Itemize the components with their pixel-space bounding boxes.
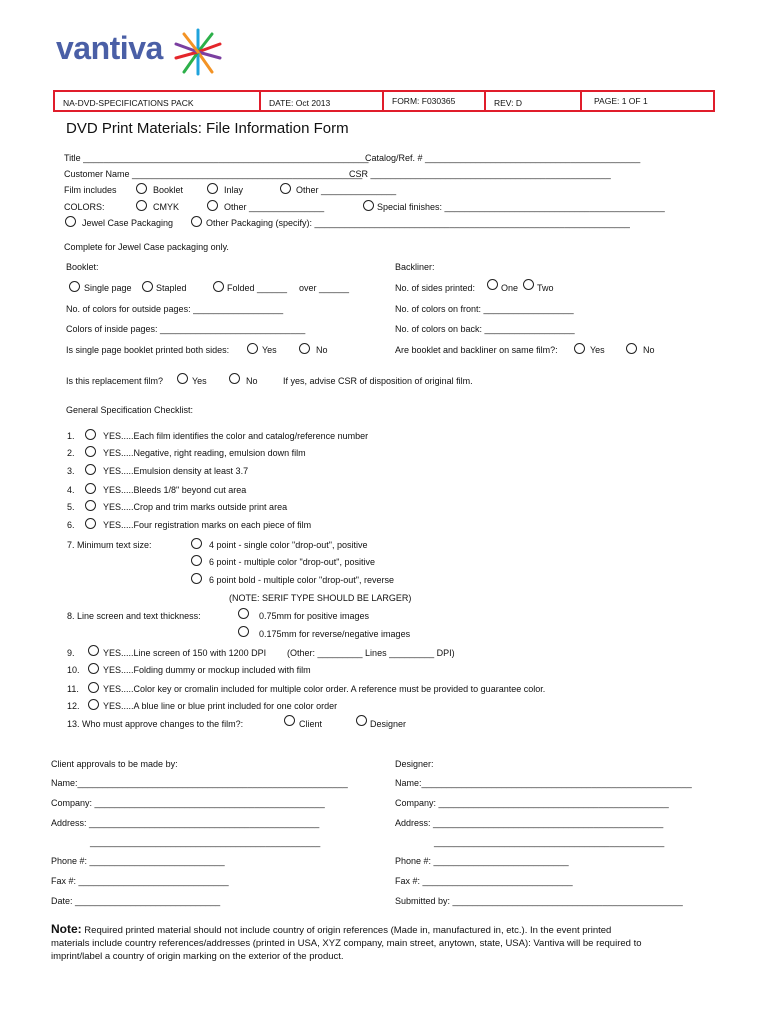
checklist-num: 4. xyxy=(67,485,75,495)
colors-back-field[interactable]: No. of colors on back: __________________ xyxy=(395,324,575,334)
other-packaging-radio[interactable] xyxy=(191,216,202,227)
footer-note xyxy=(51,923,651,963)
logo-burst-icon xyxy=(172,26,224,78)
both-sides-no-label: No xyxy=(316,345,328,355)
page-title: DVD Print Materials: File Information Form xyxy=(66,120,349,137)
both-sides-no-radio[interactable] xyxy=(299,343,310,354)
text-size-radio[interactable] xyxy=(191,573,202,584)
colors-label: COLORS: xyxy=(64,202,105,212)
same-film-yes-label: Yes xyxy=(590,345,605,355)
customer-name-field[interactable]: Customer Name ______________________________________________ xyxy=(64,169,363,179)
checklist-radio[interactable] xyxy=(85,500,96,511)
designer-radio[interactable] xyxy=(356,715,367,726)
catalog-field[interactable]: Catalog/Ref. # ___________________________________________ xyxy=(365,153,641,163)
company-logo: vantiva xyxy=(56,30,163,66)
same-film-no-label: No xyxy=(643,345,655,355)
designer-heading: Designer: xyxy=(395,759,434,769)
note-label: Note: xyxy=(51,922,82,936)
two-sides-radio[interactable] xyxy=(523,279,534,290)
single-page-label: Single page xyxy=(84,283,132,293)
one-side-radio[interactable] xyxy=(487,279,498,290)
stapled-radio[interactable] xyxy=(142,281,153,292)
checklist-text: YES.....Bleeds 1/8" beyond cut area xyxy=(103,485,247,495)
text-size-option: 6 point - multiple color "drop-out", positive xyxy=(209,557,375,567)
same-film-no-radio[interactable] xyxy=(626,343,637,354)
client-approvals-heading: Client approvals to be made by: xyxy=(51,759,178,769)
line-screen-radio[interactable] xyxy=(238,626,249,637)
jewel-case-radio[interactable] xyxy=(65,216,76,227)
checklist-text: YES.....A blue line or blue print included for one color order xyxy=(103,701,338,711)
other-colors-field[interactable]: Other _______________ xyxy=(224,202,325,212)
checklist-radio[interactable] xyxy=(88,645,99,656)
inlay-label: Inlay xyxy=(224,185,244,195)
checklist-num: 3. xyxy=(67,466,75,476)
checklist-text: YES.....Each film identifies the color and catalog/reference number xyxy=(103,431,369,441)
line-screen-option: 0.75mm for positive images xyxy=(259,611,370,621)
client-address2-field[interactable]: ______________________________________________ xyxy=(90,837,321,847)
text-size-option: 4 point - single color "drop-out", positive xyxy=(209,540,368,550)
one-side-label: One xyxy=(501,283,519,293)
min-text-size-label: 7. Minimum text size: xyxy=(67,540,152,550)
other-film-radio[interactable] xyxy=(280,183,291,194)
jewel-intro: Complete for Jewel Case packaging only. xyxy=(64,242,229,252)
header-pack: NA-DVD-SPECIFICATIONS PACK xyxy=(55,92,261,110)
replacement-film-label: Is this replacement film? xyxy=(66,376,164,386)
film-includes-label: Film includes xyxy=(64,185,117,195)
document-header-box xyxy=(53,90,715,112)
other-packaging-field[interactable]: Other Packaging (specify): _______________________________________________________________ xyxy=(206,218,630,228)
checklist-radio[interactable] xyxy=(88,663,99,674)
checklist-radio[interactable] xyxy=(88,699,99,710)
single-page-radio[interactable] xyxy=(69,281,80,292)
checklist-num: 5. xyxy=(67,502,75,512)
note-text: Required printed material should not include country of origin references (Made in, manufactured in, etc.). In the event printed materials include country references/addresses (printed in USA, XYZ company, main street, anytown, state, USA): Vantiva will be required to imprint/label a country of origin marking on the exterior of the product. xyxy=(51,925,642,962)
booklet-radio[interactable] xyxy=(136,183,147,194)
special-finishes-field[interactable]: Special finishes: ____________________________________________ xyxy=(377,202,665,212)
approve-changes-label: 13. Who must approve changes to the film?: xyxy=(67,719,244,729)
csr-field[interactable]: CSR ________________________________________________ xyxy=(349,169,611,179)
designer-address-field[interactable]: Address: ______________________________________________ xyxy=(395,818,664,828)
other-film-field[interactable]: Other _______________ xyxy=(296,185,397,195)
designer-company-field[interactable]: Company: ______________________________________________ xyxy=(395,798,669,808)
replacement-no-label: No xyxy=(246,376,258,386)
checklist-text: YES.....Folding dummy or mockup included with film xyxy=(103,665,311,675)
folded-radio[interactable] xyxy=(213,281,224,292)
replacement-yes-label: Yes xyxy=(192,376,207,386)
checklist-radio[interactable] xyxy=(85,464,96,475)
booklet-heading: Booklet: xyxy=(66,262,99,272)
line-screen-radio[interactable] xyxy=(238,608,249,619)
checklist-text: YES.....Crop and trim marks outside print area xyxy=(103,502,288,512)
client-fax-field[interactable]: Fax #: ______________________________ xyxy=(51,876,229,886)
checklist-num: 1. xyxy=(67,431,75,441)
header-rev: REV: D xyxy=(486,92,582,110)
cmyk-radio[interactable] xyxy=(136,200,147,211)
replacement-no-radio[interactable] xyxy=(229,373,240,384)
special-finishes-radio[interactable] xyxy=(363,200,374,211)
client-label: Client xyxy=(299,719,323,729)
client-address-field[interactable]: Address: ______________________________________________ xyxy=(51,818,320,828)
checklist-text: YES.....Color key or cromalin included for multiple color order. A reference must be provided to guarantee color. xyxy=(103,684,546,694)
stapled-label: Stapled xyxy=(156,283,187,293)
colors-front-field[interactable]: No. of colors on front: __________________ xyxy=(395,304,574,314)
header-form: FORM: F030365 xyxy=(384,92,486,110)
same-film-label: Are booklet and backliner on same film?: xyxy=(395,345,558,355)
client-company-field[interactable]: Company: ______________________________________________ xyxy=(51,798,325,808)
designer-label: Designer xyxy=(370,719,407,729)
title-field[interactable]: Title _________________________________________________________ xyxy=(64,153,369,163)
checklist-radio[interactable] xyxy=(88,682,99,693)
single-both-sides-label: Is single page booklet printed both sides: xyxy=(66,345,230,355)
checklist-text: YES.....Four registration marks on each piece of film xyxy=(103,520,312,530)
checklist-num: 9. xyxy=(67,648,75,658)
client-phone-field[interactable]: Phone #: ___________________________ xyxy=(51,856,225,866)
checklist-num: 11. xyxy=(67,684,79,694)
checklist-radio[interactable] xyxy=(85,518,96,529)
client-radio[interactable] xyxy=(284,715,295,726)
colors-inside-field[interactable]: Colors of inside pages: _____________________________ xyxy=(66,324,306,334)
designer-fax-field[interactable]: Fax #: ______________________________ xyxy=(395,876,573,886)
checklist-radio[interactable] xyxy=(85,429,96,440)
designer-name-field[interactable]: Name:______________________________________________________ xyxy=(395,778,692,788)
header-date: DATE: Oct 2013 xyxy=(261,92,384,110)
checklist-radio[interactable] xyxy=(85,446,96,457)
sides-printed-label: No. of sides printed: xyxy=(395,283,476,293)
designer-address2-field[interactable]: ______________________________________________ xyxy=(434,837,665,847)
line-screen-option: 0.175mm for reverse/negative images xyxy=(259,629,411,639)
checklist-num: 6. xyxy=(67,520,75,530)
checklist-radio[interactable] xyxy=(85,483,96,494)
other-colors-radio[interactable] xyxy=(207,200,218,211)
checklist-num: 2. xyxy=(67,448,75,458)
checklist-num: 10. xyxy=(67,665,80,675)
inlay-radio[interactable] xyxy=(207,183,218,194)
checklist-text: YES.....Emulsion density at least 3.7 xyxy=(103,466,249,476)
checklist-heading: General Specification Checklist: xyxy=(66,405,194,415)
jewel-case-label: Jewel Case Packaging xyxy=(82,218,174,228)
checklist-text: YES.....Negative, right reading, emulsion down film xyxy=(103,448,306,458)
checklist-text: YES.....Line screen of 150 with 1200 DPI xyxy=(103,648,267,658)
client-date-field[interactable]: Date: _____________________________ xyxy=(51,896,221,906)
line-screen-label: 8. Line screen and text thickness: xyxy=(67,611,201,621)
advise-csr-text: If yes, advise CSR of disposition of original film. xyxy=(283,376,473,386)
folded-field[interactable]: Folded ______ xyxy=(227,283,288,293)
text-size-option: 6 point bold - multiple color "drop-out", reverse xyxy=(209,575,394,585)
client-name-field[interactable]: Name:______________________________________________________ xyxy=(51,778,348,788)
both-sides-yes-radio[interactable] xyxy=(247,343,258,354)
submitted-by-field[interactable]: Submitted by: ______________________________________________ xyxy=(395,896,683,906)
cmyk-label: CMYK xyxy=(153,202,180,212)
designer-phone-field[interactable]: Phone #: ___________________________ xyxy=(395,856,569,866)
colors-outside-field[interactable]: No. of colors for outside pages: __________________ xyxy=(66,304,284,314)
text-size-radio[interactable] xyxy=(191,538,202,549)
over-field[interactable]: over ______ xyxy=(299,283,350,293)
checklist-num: 12. xyxy=(67,701,80,711)
two-sides-label: Two xyxy=(537,283,554,293)
text-size-radio[interactable] xyxy=(191,555,202,566)
booklet-label: Booklet xyxy=(153,185,184,195)
header-page: PAGE: 1 OF 1 xyxy=(594,96,648,106)
other-dpi-field[interactable]: (Other: _________ Lines _________ DPI) xyxy=(287,648,455,658)
serif-note: (NOTE: SERIF TYPE SHOULD BE LARGER) xyxy=(229,593,412,603)
same-film-yes-radio[interactable] xyxy=(574,343,585,354)
replacement-yes-radio[interactable] xyxy=(177,373,188,384)
backliner-heading: Backliner: xyxy=(395,262,435,272)
both-sides-yes-label: Yes xyxy=(262,345,277,355)
